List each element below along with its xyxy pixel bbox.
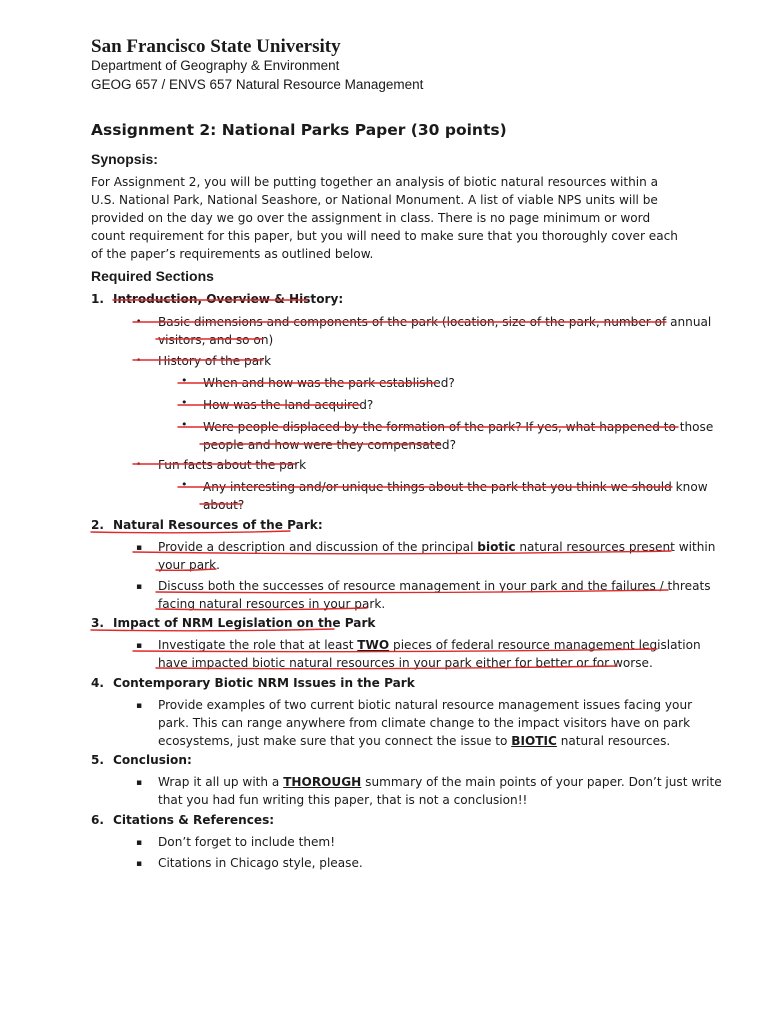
synopsis-line: provided on the day we go over the assignment in class. There is no page minimum or word [91,211,651,225]
emphasis-text: BIOTIC [511,734,557,748]
section-number: 2. [91,518,105,532]
assignment-title: Assignment 2: National Parks Paper (30 points) [91,121,507,139]
list-item: Discuss both the successes of resource management in your park and the failures / threats [158,579,711,593]
bullet-marker: • [181,478,188,491]
course-name: GEOG 657 / ENVS 657 Natural Resource Management [91,77,424,92]
section-title: Natural Resources of the Park: [113,518,323,532]
list-item-continued: have impacted biotic natural resources in your park either for better or for worse. [158,656,653,670]
department-name: Department of Geography & Environment [91,58,340,73]
list-item-continued: park. This can range anywhere from climate change to the impact visitors have on park [158,716,691,730]
bullet-marker: • [181,396,188,409]
section-title: Conclusion: [113,753,192,767]
bullet-marker: ▪ [136,641,143,651]
list-item-continued: visitors, and so on) [158,333,274,347]
sub-list-item: When and how was the park established? [203,376,455,390]
bullet-marker: ▪ [136,701,143,711]
section-number: 1. [91,292,105,306]
list-item: Fun facts about the park [158,458,307,472]
bullet-marker: • [181,374,188,387]
list-item [158,636,701,654]
synopsis-line: U.S. National Park, National Seashore, or National Monument. A list of viable NPS units will be [91,193,658,207]
sub-list-item: How was the land acquired? [203,398,374,412]
emphasis-text: TWO [357,638,390,652]
item-text: Provide a description and discussion of the principal [158,540,478,554]
emphasis-text: THOROUGH [283,775,362,789]
synopsis-line: of the paper’s requirements as outlined below. [91,247,374,261]
item-text: summary of the main points of your paper. Don’t just write [361,775,722,789]
university-name: San Francisco State University [91,36,341,57]
bullet-marker: ▪ [136,582,143,592]
required-sections-heading: Required Sections [91,268,214,284]
item-text: Wrap it all up with a [158,775,284,789]
bullet-marker: • [136,317,142,327]
section-title: Contemporary Biotic NRM Issues in the Park [113,676,415,690]
item-text: natural resources. [556,734,671,748]
section-title: Introduction, Overview & History: [113,292,344,306]
section-title: Citations & References: [113,813,275,827]
section-number: 5. [91,753,105,767]
section-title: Impact of NRM Legislation on the Park [113,616,376,630]
sub-list-item-continued: people and how were they compensated? [203,438,457,452]
bullet-marker: ▪ [136,543,143,553]
list-item [158,538,715,556]
list-item: Basic dimensions and components of the park (location, size of the park, number of annual [158,315,712,329]
list-item: Provide examples of two current biotic natural resource management issues facing your [158,698,693,712]
bullet-marker: ▪ [136,778,143,788]
bullet-marker: ▪ [136,859,143,869]
item-text: Investigate the role that at least [158,638,358,652]
list-item: Don’t forget to include them! [158,835,336,849]
sub-list-item: Were people displaced by the formation of the park? If yes, what happened to those [203,420,714,434]
item-text: ecosystems, just make sure that you connect the issue to [158,734,512,748]
synopsis-paragraph [91,173,678,263]
synopsis-line: count requirement for this paper, but you will need to make sure that you thoroughly cover each [91,229,678,243]
sub-list-item-continued: about? [203,498,245,512]
list-item-continued: your park. [158,558,220,572]
list-item-continued: that you had fun writing this paper, that is not a conclusion!! [158,793,528,807]
section-number: 3. [91,616,105,630]
item-text: pieces of federal resource management legislation [389,638,701,652]
section-number: 6. [91,813,105,827]
list-item-continued: facing natural resources in your park. [158,597,386,611]
list-item-continued [158,732,670,750]
bullet-marker: • [136,460,142,470]
bullet-marker: • [136,356,142,366]
synopsis-line: For Assignment 2, you will be putting together an analysis of biotic natural resources within a [91,175,659,189]
bullet-marker: ▪ [136,838,143,848]
synopsis-heading: Synopsis: [91,151,158,167]
section-number: 4. [91,676,105,690]
list-item [158,773,722,791]
list-item: History of the park [158,354,272,368]
sub-list-item: Any interesting and/or unique things about the park that you think we should know [203,480,708,494]
emphasis-text: biotic [477,540,516,554]
item-text: natural resources present within [515,540,716,554]
list-item: Citations in Chicago style, please. [158,856,363,870]
bullet-marker: • [181,418,188,431]
